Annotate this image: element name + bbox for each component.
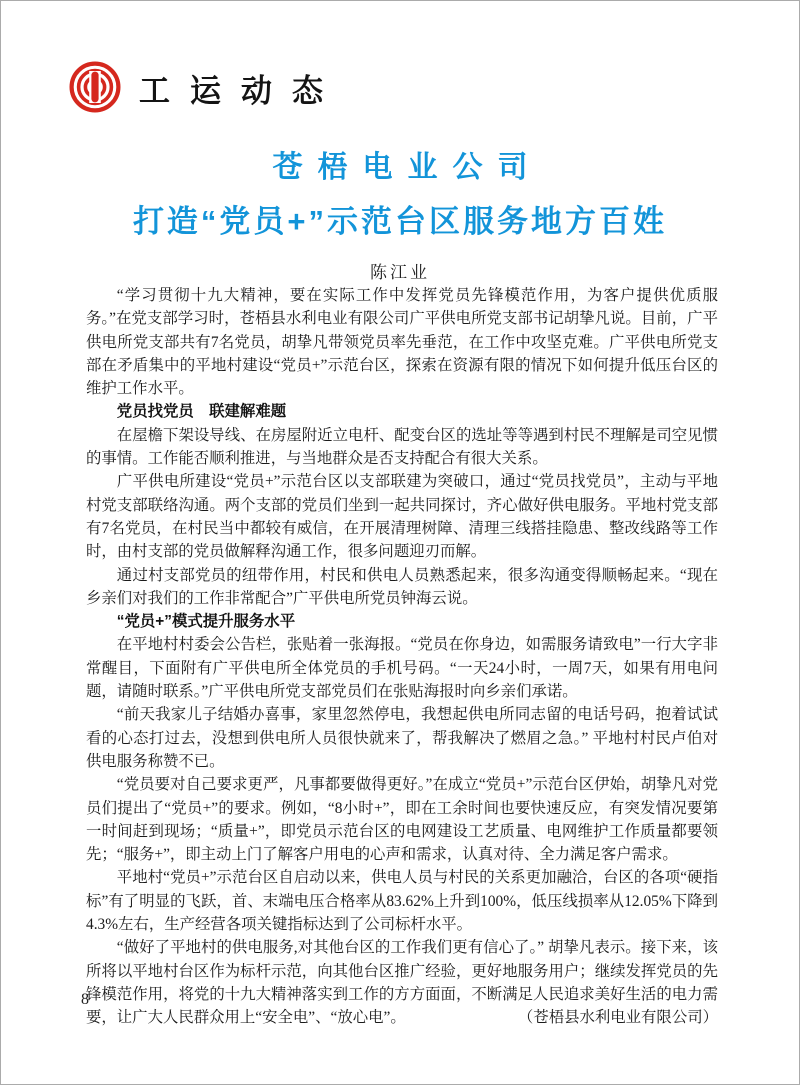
article-title-line2: 打造“党员+”示范台区服务地方百姓 bbox=[132, 204, 668, 239]
section-heading: “党员+”模式提升服务水平 bbox=[116, 613, 296, 631]
section-heading: 党员找党员 联建解难题 bbox=[116, 403, 287, 421]
paragraph: “前天我家儿子结婚办喜事，家里忽然停电，我想起供电所同志留的电话号码，抱着试试看的心态打过去，没想到供电所人员很快就来了，帮我解决了燃眉之急。” 平地村村民卢伯对供电服务称赞不已。 bbox=[86, 706, 718, 770]
article-author: 陈江业 bbox=[370, 263, 430, 282]
masthead-title: 工运动态 bbox=[139, 72, 343, 108]
trade-union-emblem-icon bbox=[69, 61, 121, 113]
article-title-block bbox=[1, 142, 799, 283]
page-number: 8 bbox=[81, 991, 89, 1008]
article-title-line1: 苍梧电业公司 bbox=[272, 151, 543, 184]
paragraph: “党员要对自己要求更严，凡事都要做得更好。”在成立“党员+”示范台区伊始，胡挚凡对党员们提出了“党员+”的要求。例如，“8小时+”，即在工余时间也要快速反应，有突发情况要第一时间赶到现场；“质量+”，即党员示范台区的电网建设工艺质量、电网维护工作质量都要领先；“服务+”，即主动上门了解客户用电的心声和需求，认真对待、全力满足客户需求。 bbox=[86, 776, 718, 864]
masthead bbox=[69, 61, 343, 113]
paragraph: 在平地村村委会公告栏，张贴着一张海报。“党员在你身边，如需服务请致电”一行大字非常醒目，下面附有广平供电所全体党员的手机号码。“一天24小时，一周7天，如果有用电问题，请随时联系。”广平供电所党支部党员们在张贴海报时向乡亲们承诺。 bbox=[86, 636, 718, 701]
paragraph: “做好了平地村的供电服务,对其他台区的工作我们更有信心了。” 胡挚凡表示。接下来，该所将以平地村台区作为标杆示范，向其他台区推广经验，更好地服务用户；继续发挥党员的先锋模范作用，将党的十九大精神落实到工作的方方面面，不断满足人民追求美好生活的电力需要，让广大人民群众用上“安全电”、“放心电”。 bbox=[86, 939, 718, 1027]
paragraph: 在屋檐下架设导线、在房屋附近立电杆、配变台区的选址等等遇到村民不理解是司空见惯的事情。工作能否顺利推进，与当地群众是否支持配合有很大关系。 bbox=[86, 426, 718, 468]
paragraph: 广平供电所建设“党员+”示范台区以支部联建为突破口，通过“党员找党员”，主动与平地村党支部联络沟通。两个支部的党员们坐到一起共同探讨，齐心做好供电服务。平地村党支部有7名党员，在村民当中都较有威信，在开展清理树障、清理三线搭挂隐患、整改线路等工作时，由村支部的党员做解释沟通工作，很多问题迎刃而解。 bbox=[86, 473, 718, 561]
paragraph: 通过村支部党员的纽带作用，村民和供电人员熟悉起来，很多沟通变得顺畅起来。“现在乡亲们对我们的工作非常配合”广平供电所党员钟海云说。 bbox=[86, 566, 718, 607]
paragraph: “学习贯彻十九大精神，要在实际工作中发挥党员先锋模范作用，为客户提供优质服务。”在党支部学习时，苍梧县水利电业有限公司广平供电所党支部书记胡挚凡说。目前，广平供电所党支部共有7名党员，胡挚凡带领党员率先垂范，在工作中攻坚克难。广平供电所党支部在矛盾集中的平地村建设“党员+”示范台区，探索在资源有限的情况下如何提升低压台区的维护工作水平。 bbox=[86, 287, 718, 398]
article-body bbox=[86, 284, 718, 1030]
article-signature: （苍梧县水利电业有限公司） bbox=[517, 1009, 718, 1027]
paragraph: 平地村“党员+”示范台区自启动以来，供电人员与村民的关系更加融洽，台区的各项“硬指标”有了明显的飞跃，首、末端电压合格率从83.62%上升到100%，低压线损率从12.05%下降到4.3%左右，生产经营各项关键指标达到了公司标杆水平。 bbox=[86, 869, 718, 934]
